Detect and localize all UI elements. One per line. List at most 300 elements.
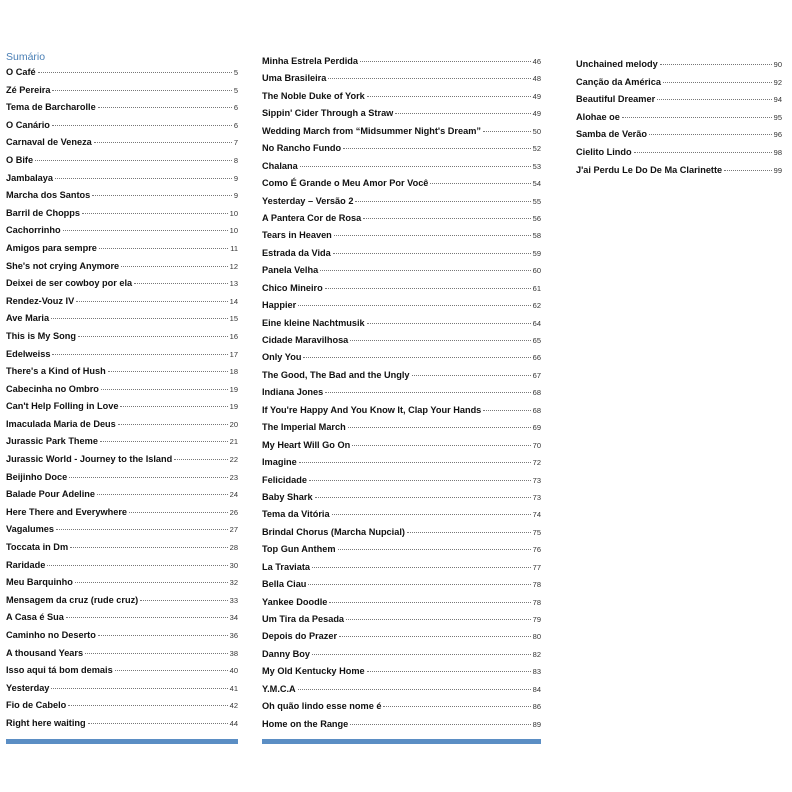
toc-entry-title: She's not crying Anymore <box>6 260 120 271</box>
toc-entry-page: 83 <box>532 667 541 677</box>
toc-entry[interactable] <box>6 557 238 575</box>
dot-leader <box>303 357 530 358</box>
toc-entry-title: Home on the Range <box>262 718 349 729</box>
toc-entry[interactable] <box>262 227 541 244</box>
dot-leader <box>52 90 231 91</box>
toc-entry[interactable] <box>262 594 541 611</box>
toc-entry-title: Brindal Chorus (Marcha Nupcial) <box>262 526 405 537</box>
dot-leader <box>63 230 228 231</box>
dot-leader <box>634 152 772 153</box>
toc-entry-page: 23 <box>229 472 238 482</box>
toc-entry[interactable] <box>576 91 782 109</box>
toc-entry[interactable] <box>6 645 238 663</box>
dot-leader <box>383 706 530 707</box>
dot-leader <box>76 301 227 302</box>
toc-entry-title: Yesterday <box>6 682 50 693</box>
toc-entry-title: Jurassic Park Theme <box>6 436 98 447</box>
toc-entry[interactable] <box>576 56 782 74</box>
dot-leader <box>407 532 531 533</box>
toc-entry-title: Rendez-Vouz IV <box>6 295 75 306</box>
toc-entry[interactable] <box>262 140 541 157</box>
toc-heading: Sumário <box>6 51 46 63</box>
toc-entry[interactable] <box>262 332 541 349</box>
dot-leader <box>348 427 531 428</box>
dot-leader <box>85 653 228 654</box>
toc-entry[interactable] <box>6 627 238 645</box>
toc-entry-page: 68 <box>532 405 541 415</box>
dot-leader <box>299 462 531 463</box>
dot-leader <box>298 305 530 306</box>
toc-list-1 <box>6 64 238 733</box>
toc-entry-page: 90 <box>773 60 782 69</box>
toc-entry[interactable] <box>6 662 238 680</box>
dot-leader <box>395 113 530 114</box>
toc-entry-page: 15 <box>229 314 238 324</box>
toc-entry[interactable] <box>6 134 238 152</box>
dot-leader <box>38 72 232 73</box>
dot-leader <box>78 336 228 337</box>
toc-entry-title: Yesterday – Versão 2 <box>262 195 354 206</box>
toc-entry-title: Cielito Lindo <box>576 146 632 157</box>
toc-entry[interactable] <box>262 698 541 715</box>
toc-entry-page: 99 <box>773 165 782 175</box>
toc-entry[interactable] <box>576 144 782 162</box>
toc-entry-page: 18 <box>229 367 238 377</box>
dot-leader <box>98 107 232 108</box>
toc-entry-page: 65 <box>532 336 541 345</box>
toc-entry-page: 62 <box>532 301 541 311</box>
toc-entry-title: Happier <box>262 300 297 311</box>
toc-entry-page: 5 <box>233 68 238 77</box>
toc-entry-page: 98 <box>773 147 782 157</box>
toc-entry[interactable] <box>262 245 541 262</box>
toc-entry-title: La Traviata <box>262 561 311 572</box>
toc-entry[interactable] <box>6 205 238 223</box>
dot-leader <box>352 445 530 446</box>
toc-column-3 <box>576 56 782 179</box>
toc-entry[interactable] <box>6 346 238 364</box>
dot-leader <box>134 283 228 284</box>
toc-list-2 <box>262 53 541 733</box>
dot-leader <box>483 131 531 132</box>
dot-leader <box>350 724 530 725</box>
dot-leader <box>315 497 531 498</box>
toc-entry-page: 11 <box>230 243 238 253</box>
toc-entry-page: 89 <box>532 719 541 729</box>
toc-entry-page: 22 <box>229 455 238 465</box>
toc-entry-title: Meu Barquinho <box>6 577 73 588</box>
dot-leader <box>140 600 227 601</box>
toc-entry-title: Yankee Doodle <box>262 596 328 607</box>
dot-leader <box>338 549 531 550</box>
toc-entry-page: 33 <box>229 595 238 605</box>
toc-entry-title: Sippin' Cider Through a Straw <box>262 108 394 119</box>
toc-entry-title: Como É Grande o Meu Amor Por Você <box>262 178 429 189</box>
toc-entry-title: Cidade Maravilhosa <box>262 335 349 345</box>
toc-entry-title: Amigos para sempre <box>6 242 97 253</box>
toc-list-3 <box>576 56 782 179</box>
toc-entry-page: 13 <box>229 279 238 289</box>
toc-entry-title: Imaculada Maria de Deus <box>6 418 116 429</box>
toc-entry-page: 28 <box>229 543 238 553</box>
toc-entry-title: Oh quão lindo esse nome é <box>262 701 382 712</box>
dot-leader <box>663 82 772 83</box>
toc-entry-page: 77 <box>532 562 541 572</box>
toc-entry-page: 92 <box>773 77 782 87</box>
toc-entry[interactable] <box>262 175 541 192</box>
toc-entry-title: Balade Pour Adeline <box>6 489 96 500</box>
dot-leader <box>622 117 772 118</box>
dot-leader <box>334 235 531 236</box>
toc-entry-page: 78 <box>532 580 541 590</box>
toc-entry-page: 32 <box>229 578 238 588</box>
toc-entry[interactable] <box>6 64 238 82</box>
toc-entry[interactable] <box>6 504 238 522</box>
dot-leader <box>101 389 228 390</box>
toc-entry[interactable] <box>6 715 238 733</box>
dot-leader <box>56 529 228 530</box>
toc-entry-page: 46 <box>532 57 541 66</box>
dot-leader <box>51 318 228 319</box>
toc-entry-page: 82 <box>532 649 541 659</box>
toc-entry-page: 48 <box>532 74 541 84</box>
dot-leader <box>66 617 228 618</box>
toc-entry-title: The Noble Duke of York <box>262 90 365 101</box>
dot-leader <box>88 723 228 724</box>
dot-leader <box>129 512 228 513</box>
dot-leader <box>328 78 530 79</box>
toc-entry[interactable] <box>6 433 238 451</box>
toc-entry[interactable] <box>6 539 238 557</box>
toc-entry-page: 76 <box>532 545 541 555</box>
toc-entry-page: 54 <box>532 179 541 189</box>
toc-entry[interactable] <box>6 680 238 698</box>
toc-entry-title: A thousand Years <box>6 647 84 658</box>
dot-leader <box>312 567 531 568</box>
toc-entry[interactable] <box>262 454 541 471</box>
toc-entry-page: 68 <box>532 388 541 398</box>
toc-entry-page: 67 <box>532 370 541 380</box>
toc-entry-title: Imagine <box>262 457 297 468</box>
toc-entry[interactable] <box>262 611 541 628</box>
toc-entry[interactable] <box>6 293 238 311</box>
toc-entry-title: A Pantera Cor de Rosa <box>262 212 362 223</box>
toc-entry-title: Cachorrinho <box>6 225 61 236</box>
dot-leader <box>121 266 228 267</box>
toc-entry[interactable] <box>6 381 238 399</box>
toc-entry-page: 50 <box>532 126 541 136</box>
toc-entry[interactable] <box>576 126 782 144</box>
toc-entry[interactable] <box>6 99 238 117</box>
toc-entry[interactable] <box>6 152 238 170</box>
toc-entry[interactable] <box>262 53 541 70</box>
toc-entry-page: 49 <box>532 109 541 119</box>
toc-entry-page: 60 <box>532 266 541 276</box>
toc-entry[interactable] <box>576 162 782 180</box>
toc-entry-title: The Good, The Bad and the Ungly <box>262 369 410 380</box>
toc-entry-title: Cabecinha no Ombro <box>6 383 99 394</box>
dot-leader <box>333 253 531 254</box>
toc-entry-title: Indiana Jones <box>262 387 324 398</box>
toc-entry-page: 80 <box>532 632 541 642</box>
dot-leader <box>355 201 530 202</box>
toc-entry-title: A Casa é Sua <box>6 612 64 623</box>
toc-entry-title: Top Gun Anthem <box>262 544 336 555</box>
dot-leader <box>363 218 530 219</box>
toc-entry-title: Bella Ciau <box>262 579 307 590</box>
toc-entry-page: 61 <box>532 283 541 293</box>
toc-entry[interactable] <box>6 275 238 293</box>
toc-entry[interactable] <box>6 222 238 240</box>
toc-entry[interactable] <box>262 158 541 175</box>
toc-entry-title: Jurassic World - Journey to the Island <box>6 454 173 465</box>
toc-entry-page: 26 <box>229 507 238 517</box>
dot-leader <box>309 480 531 481</box>
toc-entry[interactable] <box>262 663 541 680</box>
toc-entry-title: Jambalaya <box>6 172 53 183</box>
dot-leader <box>47 565 227 566</box>
column-footer-bar <box>262 739 541 744</box>
toc-entry[interactable] <box>262 297 541 314</box>
toc-entry[interactable] <box>6 170 238 188</box>
toc-entry[interactable] <box>262 123 541 140</box>
toc-entry-title: Tema de Barcharolle <box>6 102 96 113</box>
toc-entry[interactable] <box>262 315 541 332</box>
toc-entry-title: This is My Song <box>6 330 76 341</box>
toc-entry[interactable] <box>6 310 238 328</box>
toc-entry[interactable] <box>262 384 541 401</box>
toc-entry-title: Mensagem da cruz (rude cruz) <box>6 594 139 605</box>
toc-entry-page: 53 <box>532 161 541 171</box>
dot-leader <box>649 134 772 135</box>
toc-entry[interactable] <box>262 419 541 436</box>
toc-entry-page: 52 <box>532 144 541 154</box>
toc-entry-page: 34 <box>229 613 238 623</box>
dot-leader <box>308 584 530 585</box>
toc-entry-title: O Café <box>6 67 36 77</box>
toc-entry-title: Here There and Everywhere <box>6 506 128 517</box>
toc-entry-title: Depois do Prazer <box>262 631 338 642</box>
toc-entry-page: 66 <box>532 353 541 363</box>
toc-entry[interactable] <box>6 240 238 258</box>
dot-leader <box>55 178 232 179</box>
toc-entry-page: 55 <box>532 196 541 206</box>
dot-leader <box>70 547 228 548</box>
toc-entry[interactable] <box>262 576 541 593</box>
dot-leader <box>430 183 530 184</box>
dot-leader <box>657 99 772 100</box>
toc-entry-title: Danny Boy <box>262 648 310 659</box>
toc-entry-title: Carnaval de Veneza <box>6 137 92 148</box>
dot-leader <box>115 670 228 671</box>
toc-entry[interactable] <box>262 628 541 645</box>
toc-entry[interactable] <box>262 489 541 506</box>
toc-entry[interactable] <box>262 472 541 489</box>
toc-entry-title: Chico Mineiro <box>262 282 323 293</box>
toc-entry-title: Marcha dos Santos <box>6 190 91 201</box>
toc-entry-title: Right here waiting <box>6 717 86 728</box>
dot-leader <box>94 142 232 143</box>
dot-leader <box>412 375 531 376</box>
dot-leader <box>660 64 772 65</box>
toc-entry-title: Y.M.C.A <box>262 683 296 694</box>
dot-leader <box>52 125 232 126</box>
dot-leader <box>52 354 227 355</box>
toc-entry-title: My Heart Will Go On <box>262 439 351 450</box>
toc-entry[interactable] <box>262 280 541 297</box>
toc-entry-page: 40 <box>229 666 238 676</box>
toc-entry-page: 58 <box>532 231 541 241</box>
dot-leader <box>108 371 228 372</box>
dot-leader <box>69 477 227 478</box>
toc-entry-page: 12 <box>229 261 238 271</box>
toc-entry-title: Only You <box>262 352 302 363</box>
dot-leader <box>360 61 531 62</box>
toc-entry[interactable] <box>262 541 541 558</box>
toc-entry[interactable] <box>6 416 238 434</box>
toc-entry[interactable] <box>262 681 541 698</box>
toc-entry[interactable] <box>6 486 238 504</box>
toc-entry-title: J'ai Perdu Le Do De Ma Clarinette <box>576 164 723 175</box>
toc-entry-page: 19 <box>229 384 238 394</box>
toc-entry[interactable] <box>262 646 541 663</box>
toc-entry-page: 20 <box>229 419 238 429</box>
toc-entry[interactable] <box>262 210 541 227</box>
dot-leader <box>174 459 227 460</box>
toc-entry[interactable] <box>576 74 782 92</box>
toc-entry-page: 70 <box>532 440 541 450</box>
toc-entry[interactable] <box>6 398 238 416</box>
toc-entry[interactable] <box>6 469 238 487</box>
dot-leader <box>346 619 531 620</box>
toc-entry-title: No Rancho Fundo <box>262 143 342 154</box>
toc-entry-title: Beijinho Doce <box>6 471 68 482</box>
toc-entry[interactable] <box>262 349 541 366</box>
toc-entry-title: Ave Maria <box>6 313 50 324</box>
toc-entry-title: There's a Kind of Hush <box>6 366 106 377</box>
toc-entry-title: Uma Brasileira <box>262 73 327 84</box>
dot-leader <box>325 392 530 393</box>
toc-entry[interactable] <box>262 402 541 419</box>
toc-entry[interactable] <box>6 451 238 469</box>
toc-entry[interactable] <box>262 437 541 454</box>
toc-entry-page: 7 <box>233 138 238 148</box>
toc-entry-page: 10 <box>229 226 238 236</box>
toc-entry[interactable] <box>6 521 238 539</box>
toc-entry[interactable] <box>6 258 238 276</box>
toc-entry-title: Tears in Heaven <box>262 230 332 241</box>
dot-leader <box>98 635 228 636</box>
toc-entry-title: Isso aqui tá bom demais <box>6 665 113 676</box>
toc-entry[interactable] <box>262 506 541 523</box>
toc-entry-page: 27 <box>229 525 238 535</box>
toc-entry[interactable] <box>6 117 238 135</box>
dot-leader <box>339 636 531 637</box>
toc-entry[interactable] <box>262 262 541 279</box>
toc-entry-title: Felicidade <box>262 474 307 485</box>
toc-entry-page: 10 <box>229 208 238 218</box>
toc-entry-page: 38 <box>229 648 238 658</box>
dot-leader <box>120 406 227 407</box>
dot-leader <box>99 248 228 249</box>
toc-entry[interactable] <box>262 193 541 210</box>
toc-entry[interactable] <box>6 363 238 381</box>
toc-entry-title: Tema da Vitória <box>262 509 330 520</box>
toc-entry[interactable] <box>262 367 541 384</box>
toc-entry[interactable] <box>6 574 238 592</box>
toc-entry[interactable] <box>262 70 541 87</box>
toc-entry-page: 14 <box>229 296 238 306</box>
toc-entry-title: O Bife <box>6 154 34 165</box>
toc-entry-page: 49 <box>532 91 541 101</box>
toc-entry[interactable] <box>6 609 238 627</box>
toc-entry[interactable] <box>262 524 541 541</box>
toc-entry-title: Zé Pereira <box>6 84 51 95</box>
toc-entry-page: 5 <box>233 85 238 95</box>
toc-entry[interactable] <box>6 592 238 610</box>
toc-entry-page: 78 <box>532 597 541 607</box>
dot-leader <box>100 441 228 442</box>
toc-entry[interactable] <box>6 328 238 346</box>
toc-entry-title: Raridade <box>6 559 46 570</box>
toc-entry-page: 72 <box>532 458 541 468</box>
toc-entry-page: 9 <box>233 191 238 201</box>
toc-entry[interactable] <box>6 187 238 205</box>
toc-entry-page: 56 <box>532 213 541 223</box>
toc-entry-page: 86 <box>532 702 541 712</box>
toc-entry-page: 19 <box>229 402 238 412</box>
toc-entry-page: 24 <box>229 490 238 500</box>
toc-entry-page: 94 <box>773 95 782 105</box>
dot-leader <box>82 213 228 214</box>
toc-entry-title: Caminho no Deserto <box>6 630 96 640</box>
dot-leader <box>367 96 531 97</box>
toc-entry-page: 17 <box>229 349 238 359</box>
toc-entry-page: 84 <box>532 684 541 694</box>
dot-leader <box>325 288 531 289</box>
dot-leader <box>343 148 531 149</box>
dot-leader <box>300 166 531 167</box>
toc-entry-page: 30 <box>229 560 238 570</box>
toc-entry-page: 21 <box>229 437 238 447</box>
toc-entry-page: 36 <box>229 631 238 640</box>
toc-column-2 <box>262 53 541 744</box>
dot-leader <box>724 170 771 171</box>
toc-entry[interactable] <box>6 697 238 715</box>
toc-entry-page: 79 <box>532 615 541 624</box>
toc-entry[interactable] <box>262 88 541 105</box>
dot-leader <box>332 514 531 515</box>
toc-entry[interactable] <box>262 716 541 733</box>
toc-entry-page: 69 <box>532 423 541 433</box>
toc-entry-page: 6 <box>233 103 238 113</box>
toc-entry[interactable] <box>262 559 541 576</box>
dot-leader <box>51 688 227 689</box>
toc-entry[interactable] <box>262 105 541 122</box>
dot-leader <box>118 424 228 425</box>
toc-entry-page: 59 <box>532 248 541 258</box>
column-footer-bar <box>6 739 238 744</box>
toc-entry-title: If You're Happy And You Know It, Clap Your Hands <box>262 404 482 415</box>
toc-entry-title: Can't Help Folling in Love <box>6 401 119 412</box>
toc-entry[interactable] <box>576 109 782 127</box>
toc-entry[interactable] <box>6 82 238 100</box>
dot-leader <box>68 705 227 706</box>
toc-entry-title: Um Tira da Pesada <box>262 614 345 624</box>
toc-entry-title: Samba de Verão <box>576 129 647 140</box>
toc-entry-page: 74 <box>532 510 541 520</box>
toc-entry-page: 44 <box>229 718 238 728</box>
